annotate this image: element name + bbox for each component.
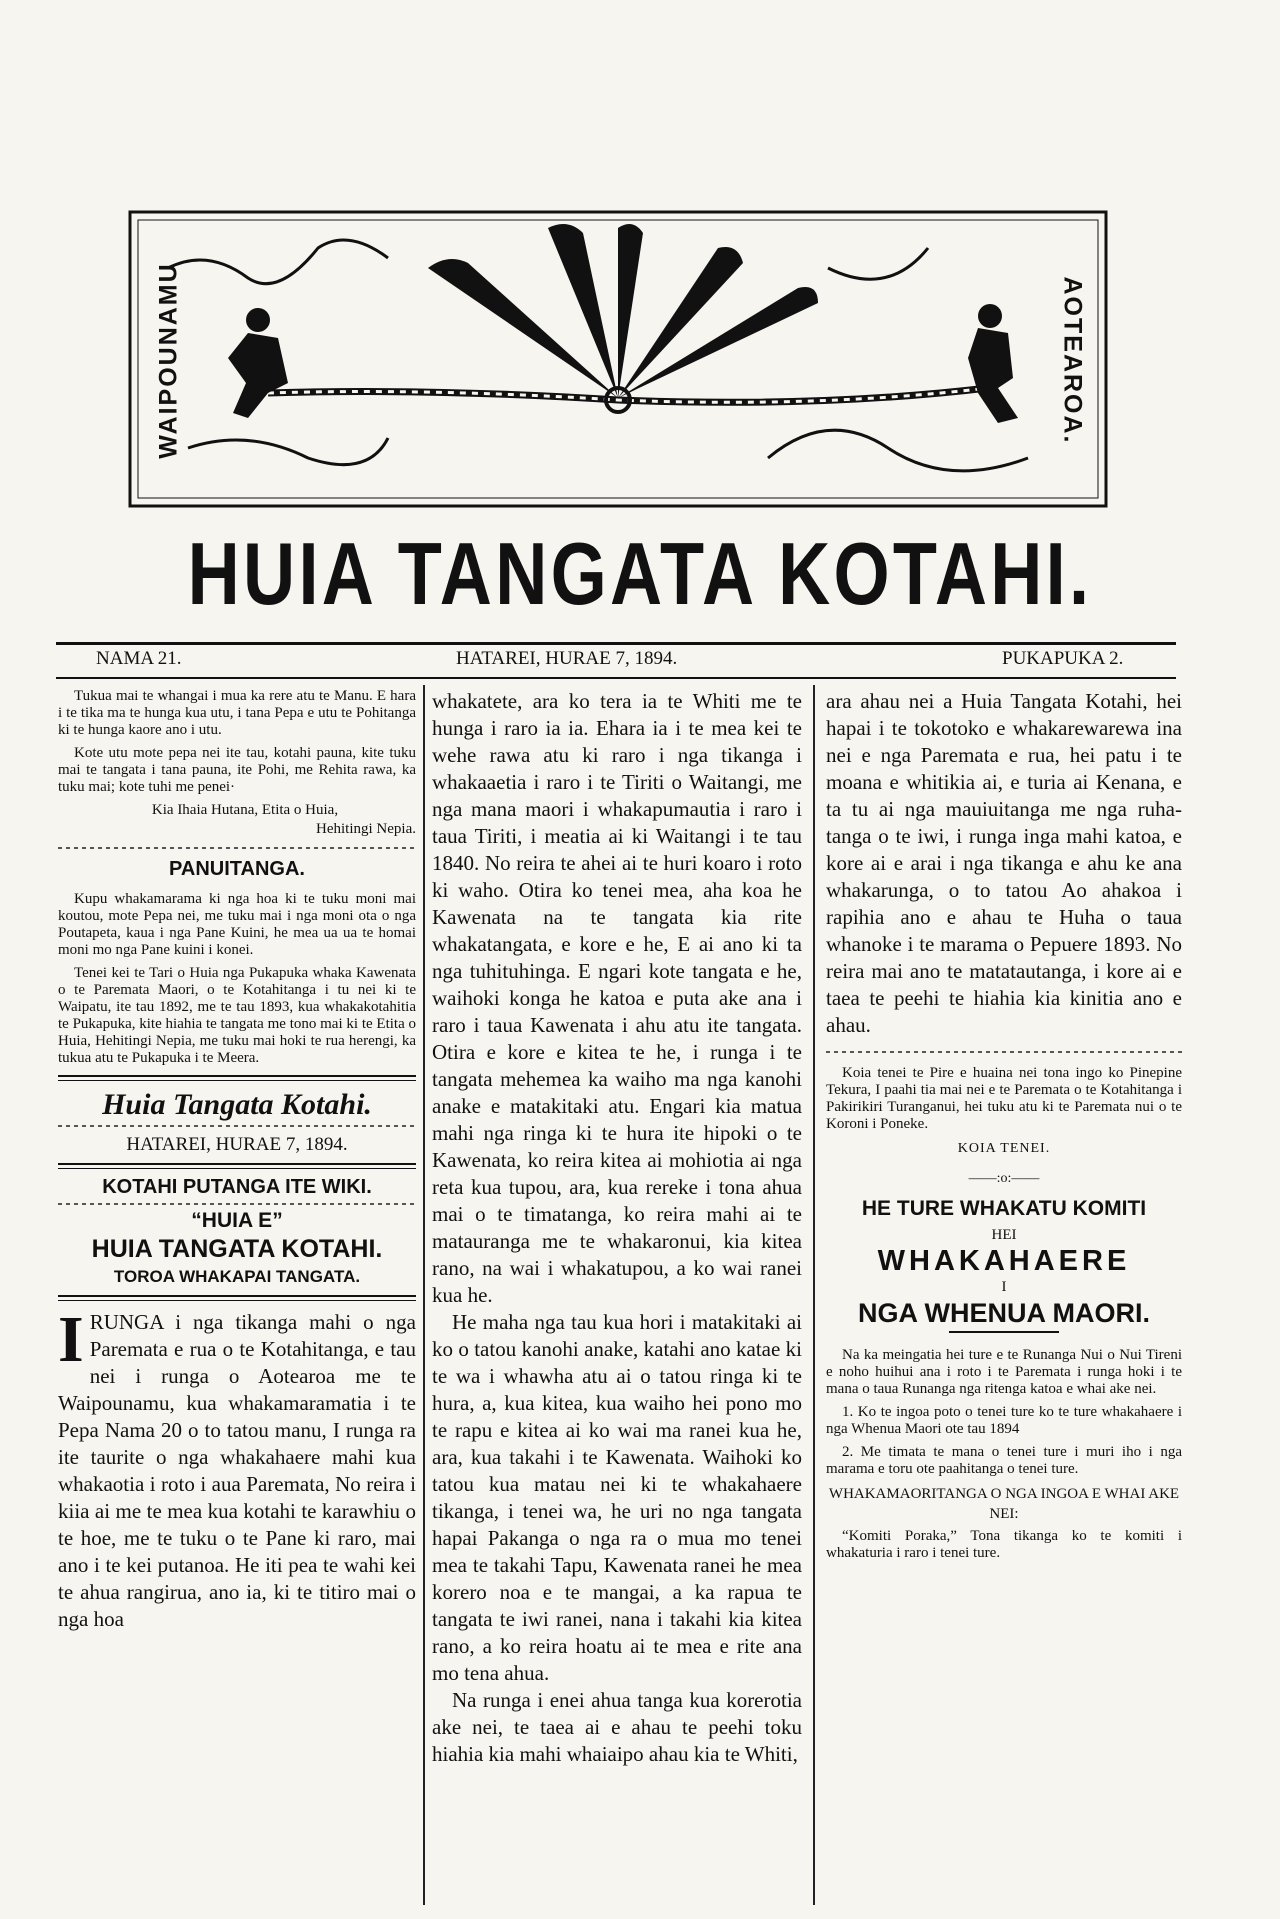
paragraph: Na runga i enei ahua tanga kua korerotia ake nei, te taea ai e ahau te peehi toku hiahia kia mahi whaiaipo ahau kia te Whiti, <box>432 1688 802 1766</box>
column-rule <box>423 685 425 1905</box>
bill-title: HE TURE WHAKATU KOMITI <box>861 1197 1147 1220</box>
page-label: PUKAPUKA 2. <box>1002 648 1124 669</box>
section-heading: WHAKAMAORITANGA O NGA INGOA E WHAI AKE NEI: <box>828 1486 1180 1522</box>
signature: KOIA TENEI. <box>957 1141 1051 1156</box>
address-line: Kia Ihaia Hutana, Etita o Huia, <box>151 802 339 818</box>
paragraph: Kote utu mote pepa nei ite tau, kotahi pauna, kite tuku mai te tangata i tana pauna, ite Pohi, me Rehita rawa, ka tuku mai; kote tuhi me penei· <box>58 745 416 795</box>
divider <box>58 1203 416 1205</box>
paragraph: He maha nga tau kua hori i matakitaki ai ko o tatou kanohi anake, katahi ano katae ki te wa i whawha atu ai o tatou ringa ki te hura, a, kua kitea, kua waiho hei pono mo te rapu e kitea ai ko wai ma ranei kua he, ara, kua takahi i te Kawenata. Waihoki ko tatou kua matau nei ki te whakahaere tikanga, i tenei wa, he uri no nga tangata hapai Pakanga o nga ra o mua mo tenei mea te takahi Tapu, Kawenata ranei he mea korero noa e te mangai, a ka rapua te tangata te iwi ranei, nana i takahi kia kitea rano, a ko reira hoatu ai te mea e rite ana mo tena ahua. <box>432 1310 802 1685</box>
issue-number: NAMA 21. <box>96 648 182 669</box>
issue-date: HATAREI, HURAE 7, 1894. <box>456 648 678 669</box>
masthead-illustration <box>128 208 1110 513</box>
paragraph: Koia tenei te Pire e huaina nei tona ingo ko Pinepine Tekura, I paahi tia mai nei e te Paremata o te Kotahitanga i Pakirikiri Turanganui, hei tuku atu ki te Paremata nui o te Koroni i Poneke. <box>826 1065 1182 1132</box>
notice-heading: PANUITANGA. <box>169 858 305 880</box>
aotearoa-label: AOTEAROA. <box>1058 276 1087 445</box>
edition-date: HATAREI, HURAE 7, 1894. <box>126 1134 348 1155</box>
issue-bar <box>56 642 1176 679</box>
paragraph: whakatete, ara ko tera ia te Whiti me te hunga i raro ia ia. Ehara ia i te mea kei te wehe rawa atu ki raro i nga tikanga i whakaaetia i raro i te Tiriti o Waitangi, me nga mana maori i whakapumautia i raro i taua Tiriti, i meatia ai ki Waitangi i te tau 1840. No reira te ahei ai te huri koaro i roto ki waho. Otira ko tenei mea, aha koa he Kawenata na te tangata kia rite whakatangata, e kore e he, E ai ano ki ta nga tuhituhinga. E ngari kote tangata e he, waihoki konga he katoa e puta ake ana i raro i taua Kawenata i ahu atu ite tangata. Otira e kore e kitea te he, i runga i te tangata mehemea ka waiho ma nga kanohi anake e matakitaki atu. Engari kia matua mahi nga ringa ki te hura ite hipoki o te Kawenata, ko reira kitea ai mohiotia ai nga reta kua tupou, ara, kua rereke i tona ahua mai o te timatanga, ko reira mahi ai te matauranga me te whakaronui, kia kitea rano, na wai i whakatupou, a ko wai ranei kua he. <box>432 689 802 1307</box>
separator: ——:o:—— <box>968 1171 1040 1186</box>
paragraph: Tenei kei te Tari o Huia nga Pukapuka whaka Kawenata o te Paremata Maori, o te Kotahitanga i tu nei ki te Waipatu, ite tau 1892, me te tau 1893, kua whakakotahitia te Pukapuka, kite hiahia te tangata me tono mai ki te Etita o Huia, Hehitingi Nepia, me tuku mai hoki te rua herengi, ka tukua atu te Pukapuka i te Meera. <box>58 965 416 1066</box>
column-2 <box>432 688 802 1898</box>
divider <box>826 1051 1182 1053</box>
divider <box>58 1075 416 1081</box>
paragraph: Tukua mai te whangai i mua ka rere atu te Manu. E hara i te tika ma te hunga kua utu, i tana Pepa e utu te Pohitanga ki te hunga kaore ano i utu. <box>58 688 416 738</box>
subheading: “HUIA E” <box>191 1209 283 1232</box>
article-body: IRUNGA i nga tikanga mahi o nga Paremata e rua o te Kotahitanga, e tau nei i runga o Aotearoa me te Waipounamu, kua whakamaramatia i te Pepa Nama 20 o to tatou manu, I runga ra ite taurite o nga whakahaere mahi kua whakaotia i roto i aua Paremata, No reira i kiia ai me te mea kua kotahi te karawhiu o te hoe, me te tuku o te Pane ki raro, mai ano i te kei putanoa. He iti pea te wahi kei te ahua rangirua, ano ia, ki te titiro mai o nga hoa <box>58 1303 416 1631</box>
paragraph: 2. Me timata te mana o tenei ture i muri iho i nga marama e toru ote paahitanga o tenei ture. <box>826 1444 1182 1477</box>
bill-title: WHAKAHAERE <box>877 1245 1131 1277</box>
paragraph: Na ka meingatia hei ture e te Runanga Nui o Nui Tireni e noho huihui ana i roto i te Paremata i runga hoki i te mana o taua Runanga nga ritenga katoa e whai ake nei. <box>826 1347 1182 1397</box>
column-3 <box>826 688 1182 1898</box>
paper-name-blackletter: Huia Tangata Kotahi. <box>102 1088 372 1121</box>
divider <box>58 1295 416 1301</box>
paragraph: Kupu whakamarama ki nga hoa ki te tuku moni mai koutou, mote Pepa nei, me tuku mai i nga moni ota o nga Poutapeta, kaua i nga Pane Kuini, he mea ua ua te homai moni mo nga Pane kuini i konei. <box>58 891 416 958</box>
divider <box>58 847 416 849</box>
subheading: TOROA WHAKAPAI TANGATA. <box>113 1267 361 1286</box>
newspaper-title: HUIA TANGATA KOTAHI. <box>187 524 1093 623</box>
waipounamu-label: WAIPOUNAMU <box>154 262 183 459</box>
bill-title: HEI <box>991 1227 1017 1243</box>
paragraph: “Komiti Poraka,” Tona tikanga ko te komiti i whakaturia i raro i tenei ture. <box>826 1528 1182 1561</box>
column-rule <box>813 685 815 1905</box>
divider <box>58 1125 416 1127</box>
drop-cap: I <box>58 1303 84 1376</box>
paragraph: ara ahau nei a Huia Tangata Kotahi, hei hapai i te tokotoko e whakarewarewa ina nei e nga Paremata e rua, hei patu i te moana e whitikia ai, e turia ai Kenana, e ta tu ai nga mauiuitanga me nga ruha-tanga o te iwi, i runga inga mahi katoa, e kore ai e arai i nga tikanga e ahu ke ana whakarunga, o to tatou Ao ahakoa i rapihia ano e ahau te Huha o taua whanoke i te marama o Pepuere 1893. No reira mai ano te matatautanga, i kore ai e taea te peehi te hiahia kia kinitia ano e ahau. <box>826 689 1182 1037</box>
divider <box>58 1163 416 1169</box>
bill-title: I <box>1001 1279 1007 1295</box>
subheading: HUIA TANGATA KOTAHI. <box>91 1235 383 1263</box>
weekly-heading: KOTAHI PUTANGA ITE WIKI. <box>102 1176 372 1198</box>
bill-title: NGA WHENUA MAORI. <box>858 1298 1150 1328</box>
divider <box>949 1331 1059 1333</box>
column-1 <box>58 688 416 1898</box>
signature: Hehitingi Nepia. <box>316 821 416 837</box>
paragraph: 1. Ko te ingoa poto o tenei ture ko te ture whakahaere i nga Whenua Maori ote tau 1894 <box>826 1404 1182 1437</box>
